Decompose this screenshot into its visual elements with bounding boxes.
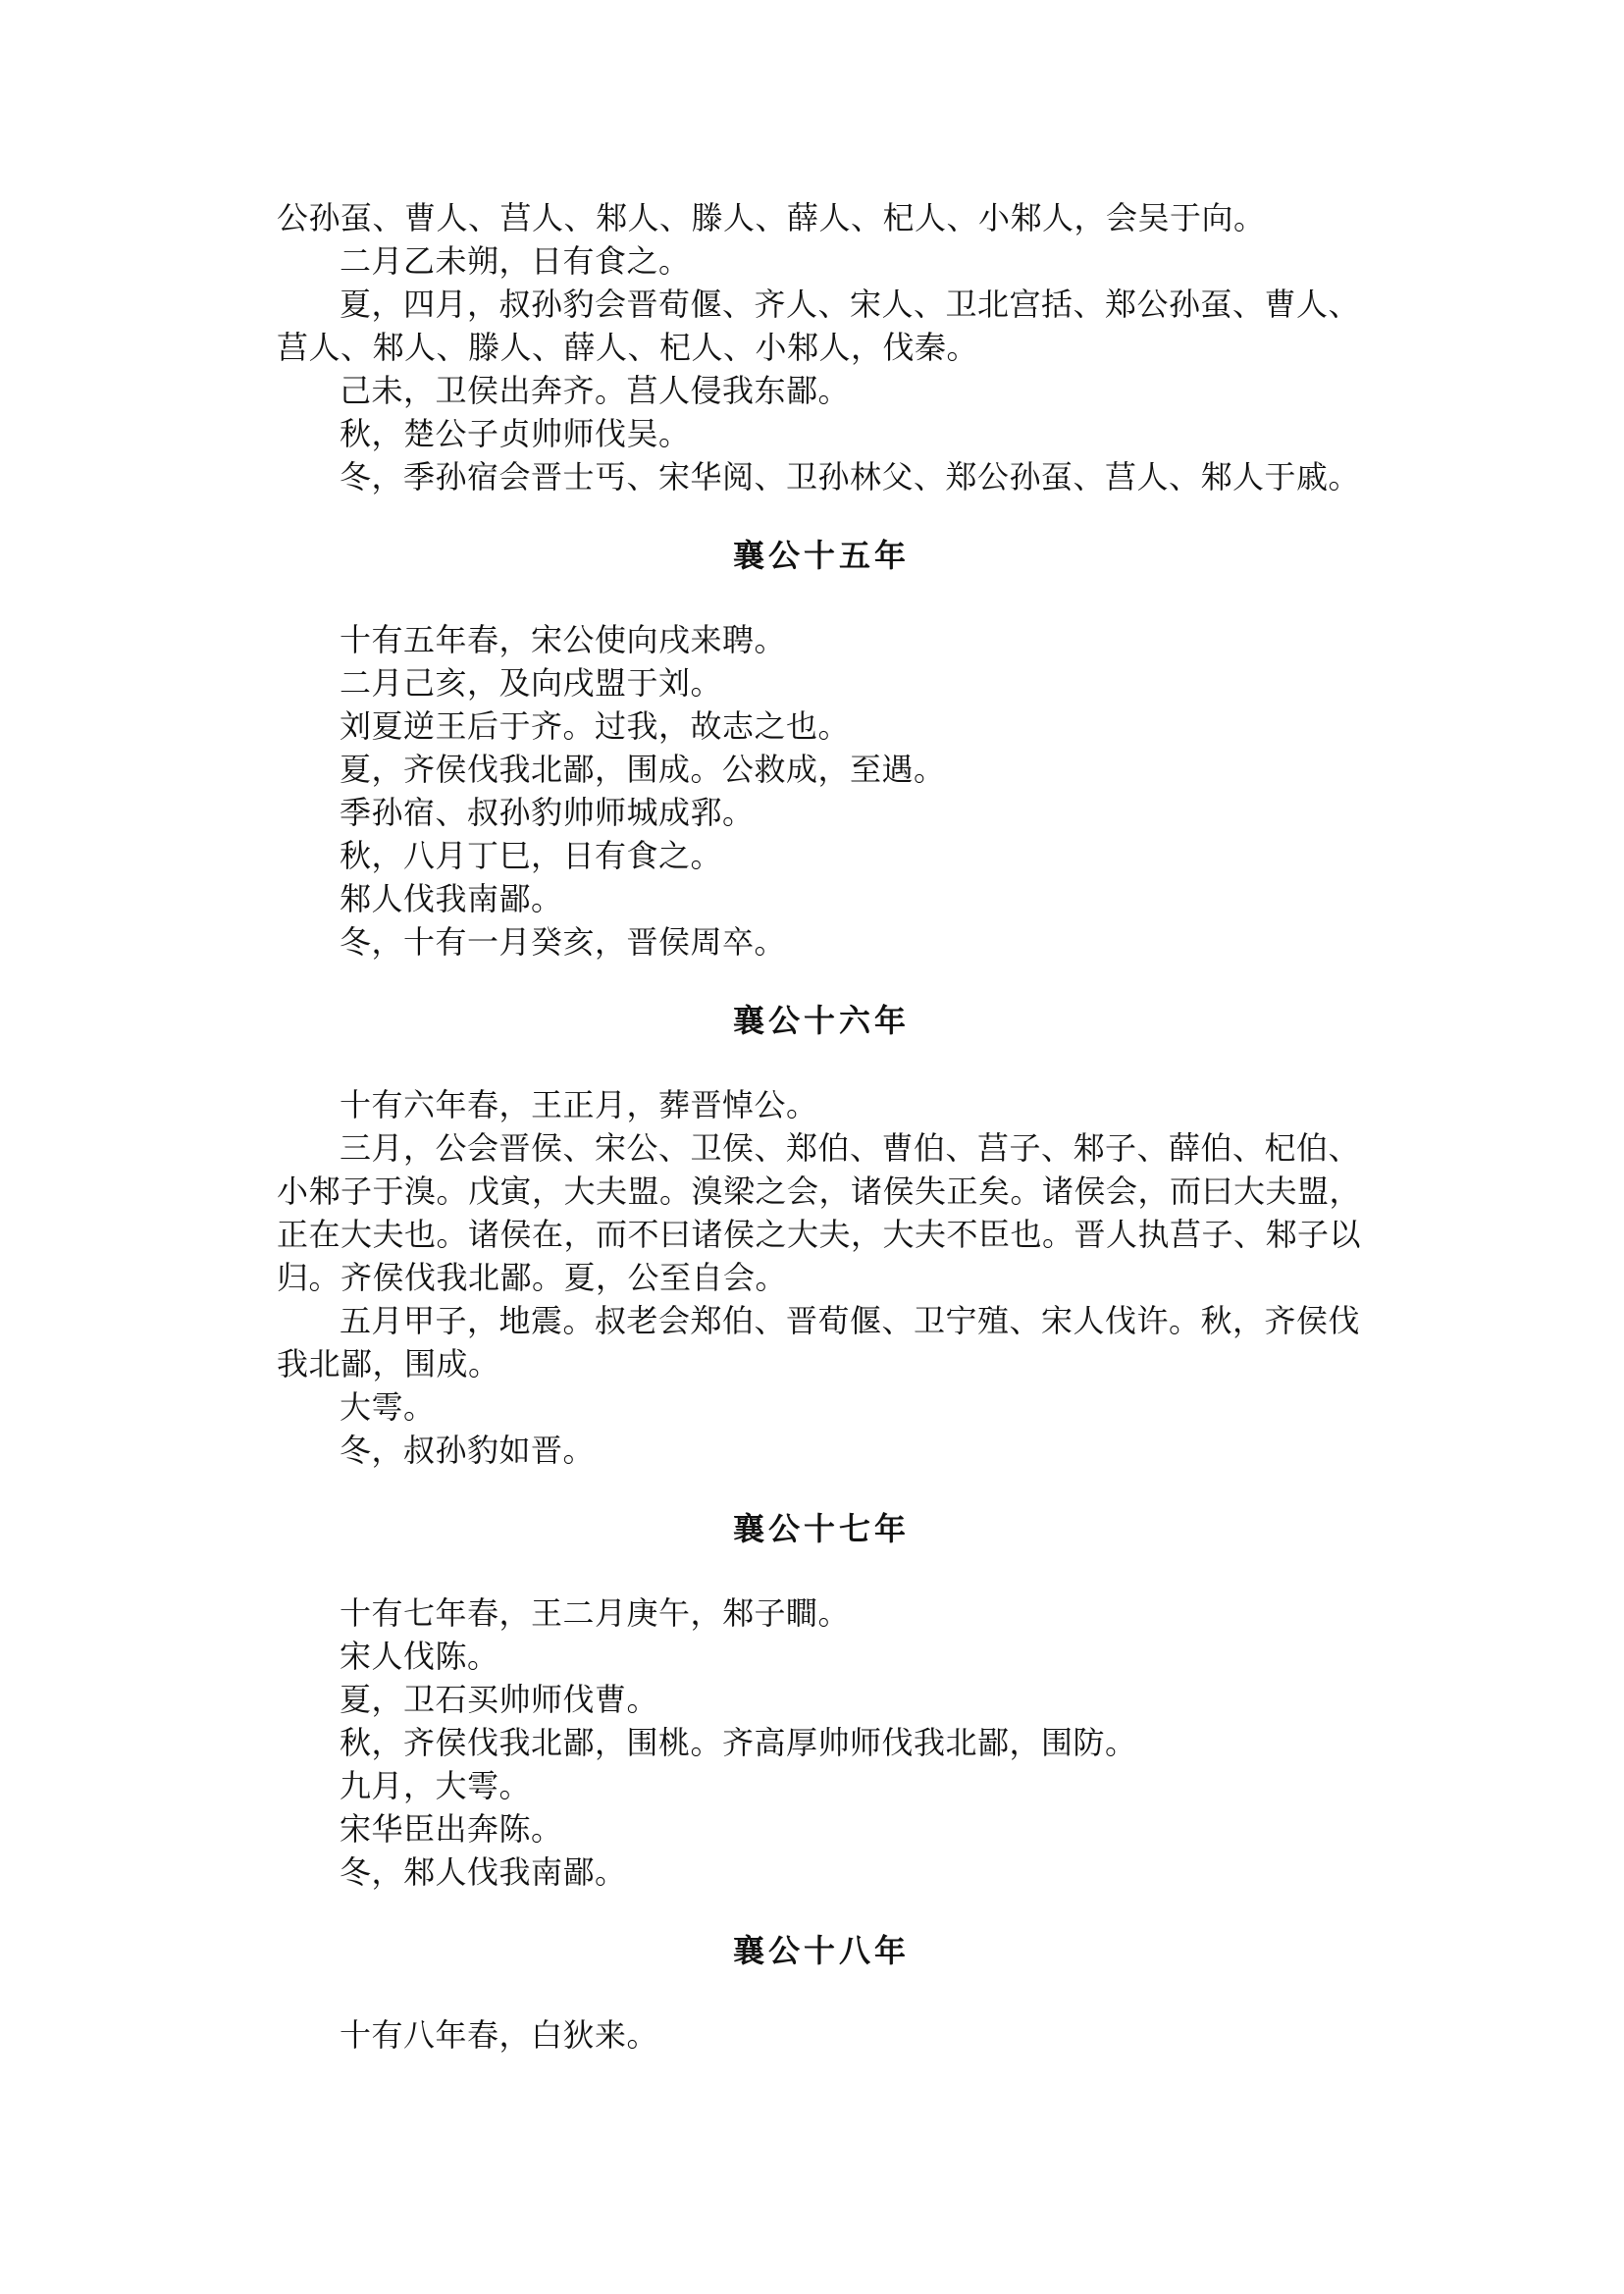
paragraph: 十有六年春，王正月，葬晋悼公。 <box>340 1086 818 1123</box>
paragraph: 九月，大雩。 <box>340 1767 532 1804</box>
section-heading: 襄公十五年 <box>732 537 910 574</box>
paragraph: 冬，季孙宿会晋士丐、宋华阅、卫孙林父、郑公孙虿、莒人、邾人于戚。 <box>340 458 1361 495</box>
paragraph: 冬，邾人伐我南鄙。 <box>340 1853 627 1891</box>
paragraph: 夏，四月，叔孙豹会晋荀偃、齐人、宋人、卫北宫括、郑公孙虿、曹人、莒人、邾人、滕人、薛人、杞人、小邾人，伐秦。 <box>277 286 1361 366</box>
paragraph: 十有七年春，王二月庚午，邾子瞷。 <box>340 1594 851 1632</box>
paragraph: 二月己亥，及向戌盟于刘。 <box>340 664 723 702</box>
paragraph: 五月甲子，地震。叔老会郑伯、晋荀偃、卫宁殖、宋人伐许。秋，齐侯伐我北鄙，围成。 <box>277 1302 1361 1382</box>
paragraph: 季孙宿、叔孙豹帅师城成郛。 <box>340 794 755 831</box>
section-heading: 襄公十八年 <box>732 1932 910 1969</box>
paragraph: 邾人伐我南鄙。 <box>340 880 563 917</box>
paragraph: 三月，公会晋侯、宋公、卫侯、郑伯、曹伯、莒子、邾子、薛伯、杞伯、小邾子于溴。戊寅，大夫盟。溴梁之会，诸侯失正矣。诸侯会，而曰大夫盟，正在大夫也。诸侯在，而不曰诸侯之大夫，大夫不臣也。晋人执莒子、邾子以归。齐侯伐我北鄙。夏，公至自会。 <box>277 1129 1362 1296</box>
paragraph: 冬，叔孙豹如晋。 <box>340 1432 596 1469</box>
section-heading: 襄公十七年 <box>732 1510 910 1547</box>
section-heading: 襄公十六年 <box>732 1002 910 1039</box>
paragraph: 秋，齐侯伐我北鄙，围桃。齐高厚帅师伐我北鄙，围防。 <box>340 1724 1137 1761</box>
paragraph: 十有五年春，宋公使向戌来聘。 <box>340 621 787 658</box>
paragraph: 宋华臣出奔陈。 <box>340 1810 563 1848</box>
paragraph: 己未，卫侯出奔齐。莒人侵我东鄙。 <box>340 372 851 409</box>
paragraph: 大雩。 <box>340 1388 436 1426</box>
paragraph: 公孙虿、曹人、莒人、邾人、滕人、薛人、杞人、小邾人，会吴于向。 <box>277 199 1266 236</box>
paragraph: 冬，十有一月癸亥，晋侯周卒。 <box>340 923 787 961</box>
paragraph: 刘夏逆王后于齐。过我，故志之也。 <box>340 707 851 745</box>
paragraph: 秋，八月丁巳，日有食之。 <box>340 837 723 874</box>
document-page <box>277 196 1366 2057</box>
paragraph: 夏，卫石买帅师伐曹。 <box>340 1681 659 1718</box>
paragraph: 二月乙未朔，日有食之。 <box>340 242 691 280</box>
paragraph: 夏，齐侯伐我北鄙，围成。公救成，至遇。 <box>340 751 946 788</box>
paragraph: 宋人伐陈。 <box>340 1638 499 1675</box>
paragraph: 十有八年春，白狄来。 <box>340 2016 659 2054</box>
paragraph: 秋，楚公子贞帅师伐吴。 <box>340 415 691 452</box>
